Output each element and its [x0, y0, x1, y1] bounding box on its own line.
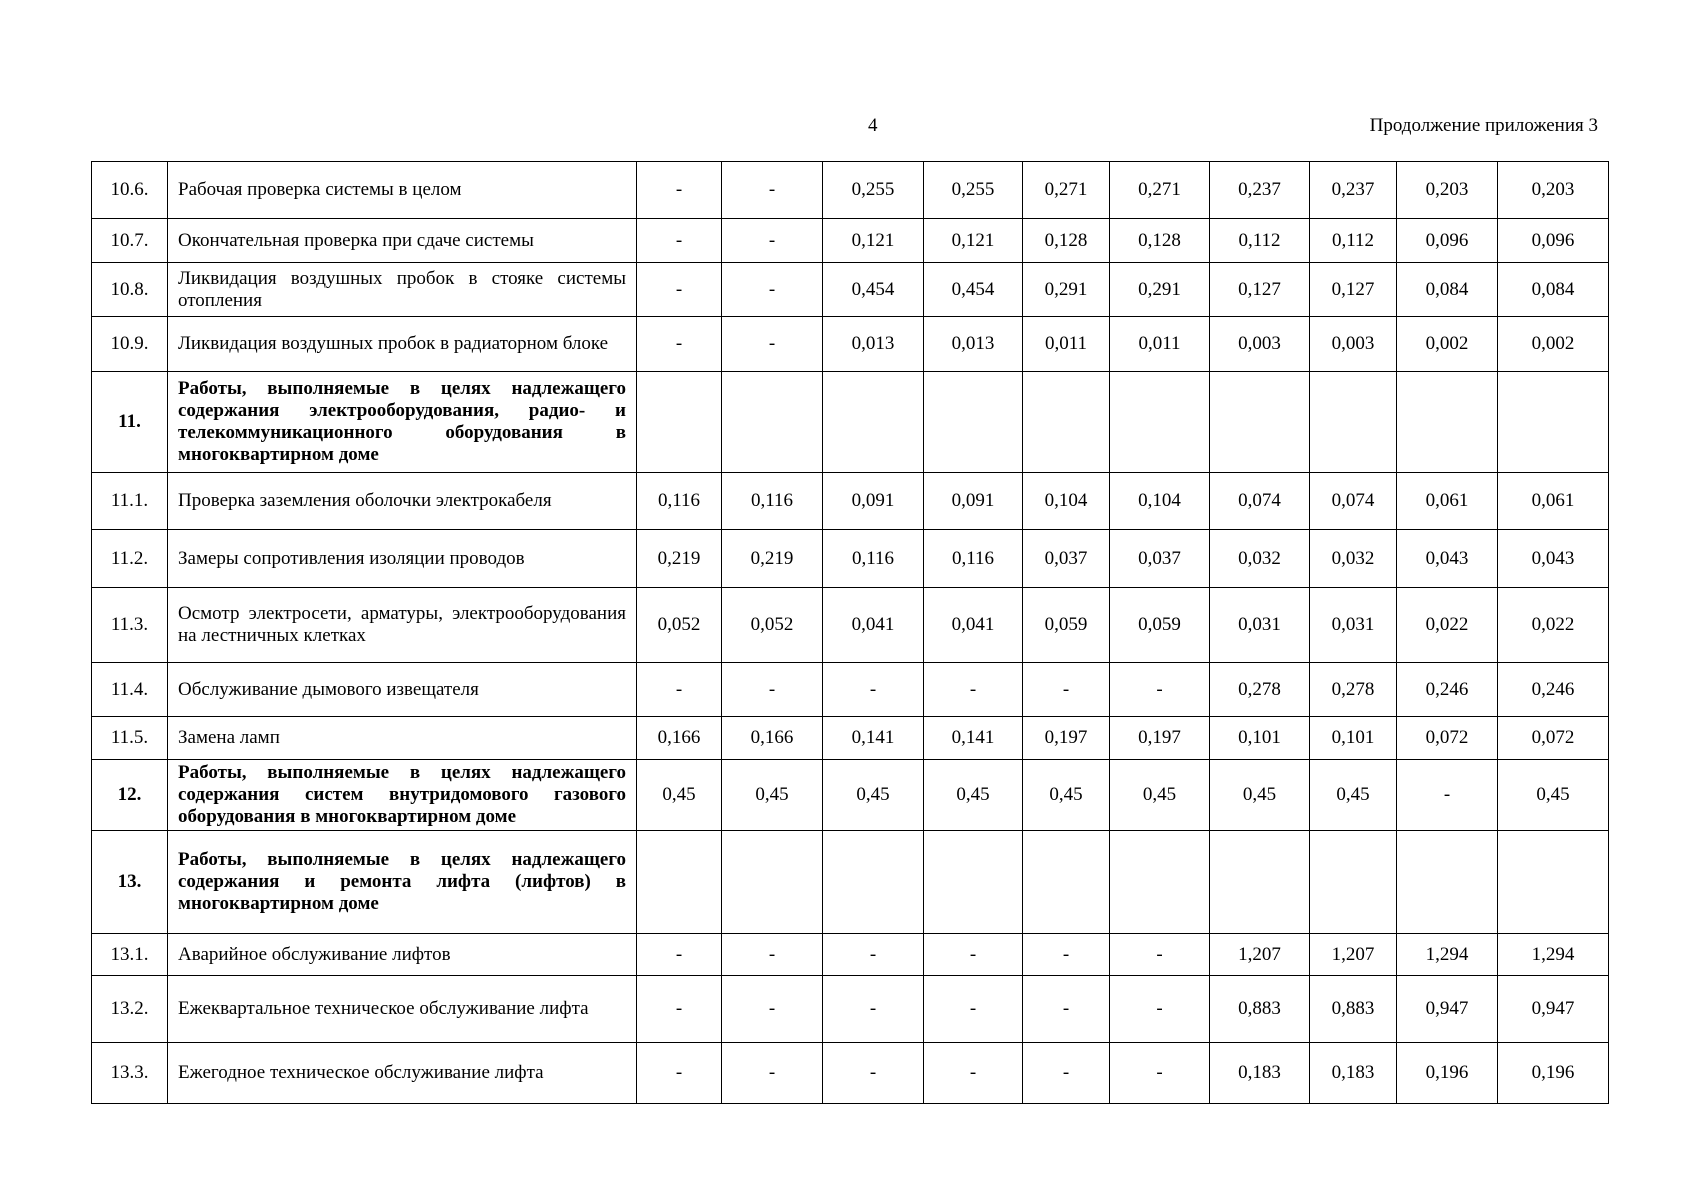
rate-cell: 0,116 — [924, 530, 1023, 588]
rate-cell — [1498, 831, 1609, 934]
rate-cell — [1023, 372, 1110, 473]
row-number: 13.2. — [92, 976, 168, 1043]
rate-cell: 0,291 — [1110, 263, 1210, 317]
rate-cell — [924, 831, 1023, 934]
rate-cell: 0,127 — [1210, 263, 1310, 317]
rate-cell — [637, 372, 722, 473]
rate-cell: - — [637, 219, 722, 263]
row-number: 13. — [92, 831, 168, 934]
rate-cell: - — [637, 1043, 722, 1104]
rate-cell: 0,141 — [823, 717, 924, 760]
rate-cell: 0,45 — [637, 760, 722, 831]
rate-cell: - — [722, 976, 823, 1043]
work-description: Работы, выполняемые в целях надлежащего содержания электрооборудования, радио- и телекоммуникационного оборудования в многоквартирном доме — [168, 372, 637, 473]
rate-cell: 0,454 — [823, 263, 924, 317]
rate-cell: 0,072 — [1397, 717, 1498, 760]
work-description: Проверка заземления оболочки электрокабеля — [168, 473, 637, 530]
rate-cell — [1310, 372, 1397, 473]
table-row — [92, 663, 1609, 717]
rate-cell: 0,197 — [1023, 717, 1110, 760]
rate-cell: 1,207 — [1310, 934, 1397, 976]
rate-cell: 0,121 — [823, 219, 924, 263]
rate-cell: - — [637, 263, 722, 317]
rate-cell: 0,947 — [1397, 976, 1498, 1043]
table-row — [92, 1043, 1609, 1104]
rate-cell: 0,112 — [1210, 219, 1310, 263]
work-description: Ликвидация воздушных пробок в радиаторном блоке — [168, 317, 637, 372]
rate-cell: 0,084 — [1498, 263, 1609, 317]
rate-cell: 0,116 — [722, 473, 823, 530]
rate-cell — [1110, 372, 1210, 473]
rate-cell: 0,45 — [1110, 760, 1210, 831]
work-description: Аварийное обслуживание лифтов — [168, 934, 637, 976]
rate-cell: 0,203 — [1397, 162, 1498, 219]
rate-cell: 0,091 — [924, 473, 1023, 530]
rate-cell: 1,294 — [1498, 934, 1609, 976]
rate-cell — [1210, 372, 1310, 473]
rate-cell: - — [722, 263, 823, 317]
rate-cell: 0,183 — [1310, 1043, 1397, 1104]
rate-cell: - — [823, 1043, 924, 1104]
rate-cell: 0,074 — [1210, 473, 1310, 530]
row-number: 10.7. — [92, 219, 168, 263]
rate-cell: 0,121 — [924, 219, 1023, 263]
section-row — [92, 372, 1609, 473]
table-row — [92, 473, 1609, 530]
rate-cell: - — [924, 1043, 1023, 1104]
rate-cell: - — [924, 976, 1023, 1043]
work-description: Ежеквартальное техническое обслуживание лифта — [168, 976, 637, 1043]
rate-cell: 0,059 — [1110, 588, 1210, 663]
table-row — [92, 317, 1609, 372]
rate-cell: 0,101 — [1210, 717, 1310, 760]
rate-cell — [637, 831, 722, 934]
rate-cell: 0,074 — [1310, 473, 1397, 530]
rate-cell: 0,219 — [637, 530, 722, 588]
row-number: 10.9. — [92, 317, 168, 372]
work-description: Замеры сопротивления изоляции проводов — [168, 530, 637, 588]
work-description: Обслуживание дымового извещателя — [168, 663, 637, 717]
row-number: 11.1. — [92, 473, 168, 530]
rate-cell: 0,203 — [1498, 162, 1609, 219]
table-row — [92, 934, 1609, 976]
rate-cell: 0,112 — [1310, 219, 1397, 263]
rate-cell: 0,271 — [1110, 162, 1210, 219]
rate-cell: 0,041 — [823, 588, 924, 663]
rate-cell: 0,45 — [1210, 760, 1310, 831]
tariff-table — [91, 161, 1609, 1104]
rate-cell: - — [1023, 976, 1110, 1043]
row-number: 11.2. — [92, 530, 168, 588]
rate-cell: 0,013 — [924, 317, 1023, 372]
rate-cell: 0,061 — [1498, 473, 1609, 530]
rate-cell: 0,059 — [1023, 588, 1110, 663]
rate-cell: 0,116 — [637, 473, 722, 530]
rate-cell: 0,183 — [1210, 1043, 1310, 1104]
rate-cell: 0,237 — [1310, 162, 1397, 219]
rate-cell: 0,246 — [1397, 663, 1498, 717]
rate-cell: - — [1110, 663, 1210, 717]
rate-cell: 0,127 — [1310, 263, 1397, 317]
rate-cell: 0,043 — [1498, 530, 1609, 588]
rate-cell — [1498, 372, 1609, 473]
rate-cell: 0,454 — [924, 263, 1023, 317]
row-number: 13.3. — [92, 1043, 168, 1104]
rate-cell: 0,883 — [1310, 976, 1397, 1043]
rate-cell: - — [924, 934, 1023, 976]
rate-cell: 0,116 — [823, 530, 924, 588]
rate-cell: - — [1023, 934, 1110, 976]
rate-cell: 0,043 — [1397, 530, 1498, 588]
rate-cell: 0,052 — [637, 588, 722, 663]
row-number: 13.1. — [92, 934, 168, 976]
row-number: 11.5. — [92, 717, 168, 760]
rate-cell: 0,003 — [1310, 317, 1397, 372]
rate-cell: 0,271 — [1023, 162, 1110, 219]
section-row — [92, 760, 1609, 831]
rate-cell — [823, 831, 924, 934]
rate-cell: 0,104 — [1110, 473, 1210, 530]
work-description: Ежегодное техническое обслуживание лифта — [168, 1043, 637, 1104]
rate-cell: 0,096 — [1498, 219, 1609, 263]
row-number: 11.3. — [92, 588, 168, 663]
rate-cell: 0,278 — [1210, 663, 1310, 717]
rate-cell: - — [924, 663, 1023, 717]
table-body — [92, 162, 1609, 1104]
row-number: 10.8. — [92, 263, 168, 317]
rate-cell: 0,022 — [1397, 588, 1498, 663]
rate-cell — [722, 831, 823, 934]
table-row — [92, 162, 1609, 219]
rate-cell — [1310, 831, 1397, 934]
rate-cell: 0,45 — [823, 760, 924, 831]
rate-cell: 0,45 — [1310, 760, 1397, 831]
rate-cell: - — [823, 663, 924, 717]
page-number: 4 — [868, 115, 878, 136]
rate-cell: 0,013 — [823, 317, 924, 372]
rate-cell — [1210, 831, 1310, 934]
rate-cell: - — [722, 1043, 823, 1104]
rate-cell: - — [1397, 760, 1498, 831]
rate-cell: - — [1110, 1043, 1210, 1104]
row-number: 10.6. — [92, 162, 168, 219]
rate-cell: 0,237 — [1210, 162, 1310, 219]
rate-cell: 0,219 — [722, 530, 823, 588]
rate-cell: 0,011 — [1110, 317, 1210, 372]
rate-cell: 0,032 — [1210, 530, 1310, 588]
rate-cell: 0,128 — [1023, 219, 1110, 263]
rate-cell: 0,255 — [924, 162, 1023, 219]
rate-cell: 0,052 — [722, 588, 823, 663]
rate-cell — [1397, 372, 1498, 473]
work-description: Рабочая проверка системы в целом — [168, 162, 637, 219]
rate-cell: - — [722, 317, 823, 372]
work-description: Осмотр электросети, арматуры, электрооборудования на лестничных клетках — [168, 588, 637, 663]
rate-cell — [722, 372, 823, 473]
rate-cell: 0,128 — [1110, 219, 1210, 263]
table-row — [92, 976, 1609, 1043]
row-number: 12. — [92, 760, 168, 831]
rate-cell: - — [1110, 934, 1210, 976]
rate-cell — [1397, 831, 1498, 934]
rate-cell: 0,141 — [924, 717, 1023, 760]
rate-cell: 0,255 — [823, 162, 924, 219]
rate-cell: 0,196 — [1498, 1043, 1609, 1104]
rate-cell: 0,45 — [1023, 760, 1110, 831]
rate-cell: 0,003 — [1210, 317, 1310, 372]
rate-cell: - — [1023, 663, 1110, 717]
rate-cell: - — [823, 934, 924, 976]
rate-cell: 0,196 — [1397, 1043, 1498, 1104]
rate-cell: 0,166 — [637, 717, 722, 760]
rate-cell: 0,45 — [1498, 760, 1609, 831]
rate-cell: 0,037 — [1023, 530, 1110, 588]
table-row — [92, 530, 1609, 588]
rate-cell: 1,294 — [1397, 934, 1498, 976]
rate-cell: 0,072 — [1498, 717, 1609, 760]
rate-cell: 0,246 — [1498, 663, 1609, 717]
rate-cell: - — [722, 934, 823, 976]
row-number: 11. — [92, 372, 168, 473]
rate-cell: 1,207 — [1210, 934, 1310, 976]
rate-cell: 0,883 — [1210, 976, 1310, 1043]
rate-cell: 0,45 — [924, 760, 1023, 831]
rate-cell: 0,096 — [1397, 219, 1498, 263]
rate-cell: - — [1110, 976, 1210, 1043]
work-description: Работы, выполняемые в целях надлежащего содержания систем внутридомового газового оборудования в многоквартирном доме — [168, 760, 637, 831]
rate-cell — [1110, 831, 1210, 934]
rate-cell: 0,061 — [1397, 473, 1498, 530]
rate-cell: - — [637, 317, 722, 372]
rate-cell: - — [637, 162, 722, 219]
rate-cell: - — [823, 976, 924, 1043]
rate-cell: 0,041 — [924, 588, 1023, 663]
rate-cell: 0,291 — [1023, 263, 1110, 317]
continuation-label: Продолжение приложения 3 — [1369, 115, 1598, 136]
rate-cell: 0,947 — [1498, 976, 1609, 1043]
rate-cell: 0,101 — [1310, 717, 1397, 760]
rate-cell: 0,278 — [1310, 663, 1397, 717]
rate-cell: - — [1023, 1043, 1110, 1104]
rate-cell: 0,032 — [1310, 530, 1397, 588]
work-description: Окончательная проверка при сдаче системы — [168, 219, 637, 263]
rate-cell: 0,45 — [722, 760, 823, 831]
rate-cell: 0,022 — [1498, 588, 1609, 663]
rate-cell: - — [637, 934, 722, 976]
rate-cell — [924, 372, 1023, 473]
rate-cell: - — [637, 663, 722, 717]
rate-cell — [823, 372, 924, 473]
row-number: 11.4. — [92, 663, 168, 717]
work-description: Ликвидация воздушных пробок в стояке системы отопления — [168, 263, 637, 317]
rate-cell: - — [722, 162, 823, 219]
rate-cell: 0,104 — [1023, 473, 1110, 530]
table-row — [92, 263, 1609, 317]
table-row — [92, 588, 1609, 663]
rate-cell: 0,091 — [823, 473, 924, 530]
rate-cell: - — [722, 219, 823, 263]
rate-cell: - — [722, 663, 823, 717]
rate-cell: 0,037 — [1110, 530, 1210, 588]
work-description: Замена ламп — [168, 717, 637, 760]
rate-cell: 0,166 — [722, 717, 823, 760]
rate-cell: 0,084 — [1397, 263, 1498, 317]
rate-cell: 0,031 — [1210, 588, 1310, 663]
rate-cell: 0,002 — [1498, 317, 1609, 372]
rate-cell: 0,011 — [1023, 317, 1110, 372]
rate-cell: - — [637, 976, 722, 1043]
table-row — [92, 219, 1609, 263]
work-description: Работы, выполняемые в целях надлежащего содержания и ремонта лифта (лифтов) в многоквартирном доме — [168, 831, 637, 934]
section-row — [92, 831, 1609, 934]
rate-cell: 0,197 — [1110, 717, 1210, 760]
rate-cell: 0,031 — [1310, 588, 1397, 663]
rate-cell: 0,002 — [1397, 317, 1498, 372]
table-row — [92, 717, 1609, 760]
rate-cell — [1023, 831, 1110, 934]
